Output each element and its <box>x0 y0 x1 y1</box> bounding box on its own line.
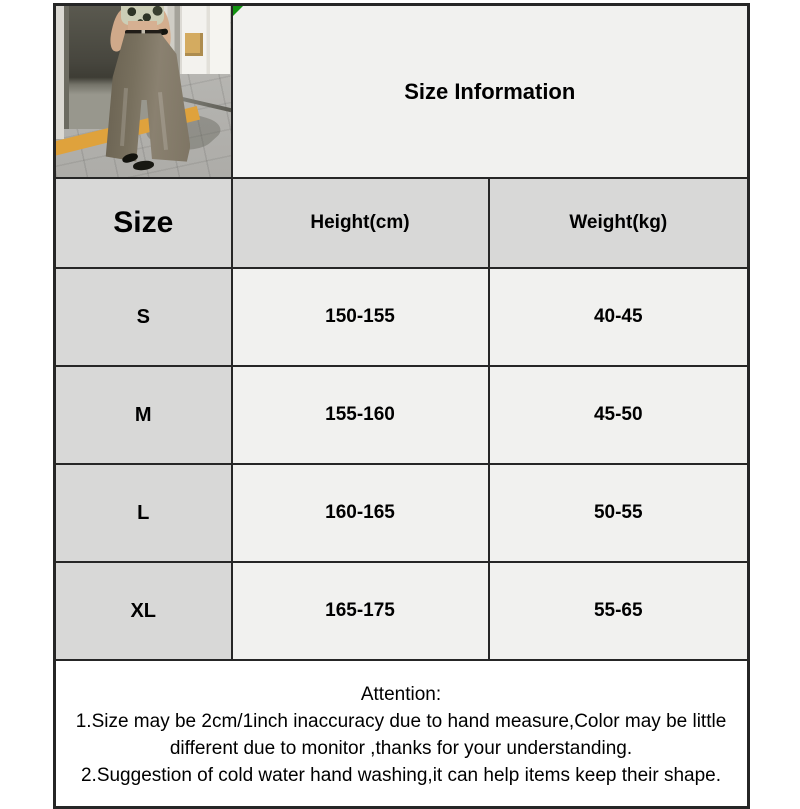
height-value: 155-160 <box>232 366 489 464</box>
weight-value: 45-50 <box>489 366 749 464</box>
table-row-xl <box>55 562 749 660</box>
header-row <box>55 178 749 268</box>
photo-door-frame-left <box>56 6 64 139</box>
weight-value: 55-65 <box>489 562 749 660</box>
height-value: 150-155 <box>232 268 489 366</box>
product-photo <box>56 6 231 177</box>
col-header-height: Height(cm) <box>232 178 489 268</box>
col-header-weight: Weight(kg) <box>489 178 749 268</box>
table-row-m <box>55 366 749 464</box>
attention-line: 2.Suggestion of cold water hand washing,it can help items keep their shape. <box>80 765 722 786</box>
size-label: XL <box>55 562 232 660</box>
green-corner-marker-icon <box>233 6 243 16</box>
size-label: L <box>55 464 232 562</box>
table-row-s <box>55 268 749 366</box>
size-table <box>53 3 750 809</box>
attention-row <box>55 660 749 808</box>
product-photo-cell <box>55 5 232 179</box>
height-value: 165-175 <box>232 562 489 660</box>
col-header-size: Size <box>55 178 232 268</box>
weight-value: 50-55 <box>489 464 749 562</box>
top-row <box>55 5 749 179</box>
table-row-l <box>55 464 749 562</box>
height-value: 160-165 <box>232 464 489 562</box>
attention-note <box>55 660 749 808</box>
size-label: S <box>55 268 232 366</box>
title-cell <box>232 5 749 179</box>
size-label: M <box>55 366 232 464</box>
attention-line: Attention: <box>360 684 442 705</box>
page-title: Size Information <box>404 78 576 104</box>
weight-value: 40-45 <box>489 268 749 366</box>
attention-line: 1.Size may be 2cm/1inch inaccuracy due to hand measure,Color may be little <box>75 711 727 732</box>
photo-cardboard-box <box>185 33 202 55</box>
attention-line: different due to monitor ,thanks for your understanding. <box>169 738 633 759</box>
